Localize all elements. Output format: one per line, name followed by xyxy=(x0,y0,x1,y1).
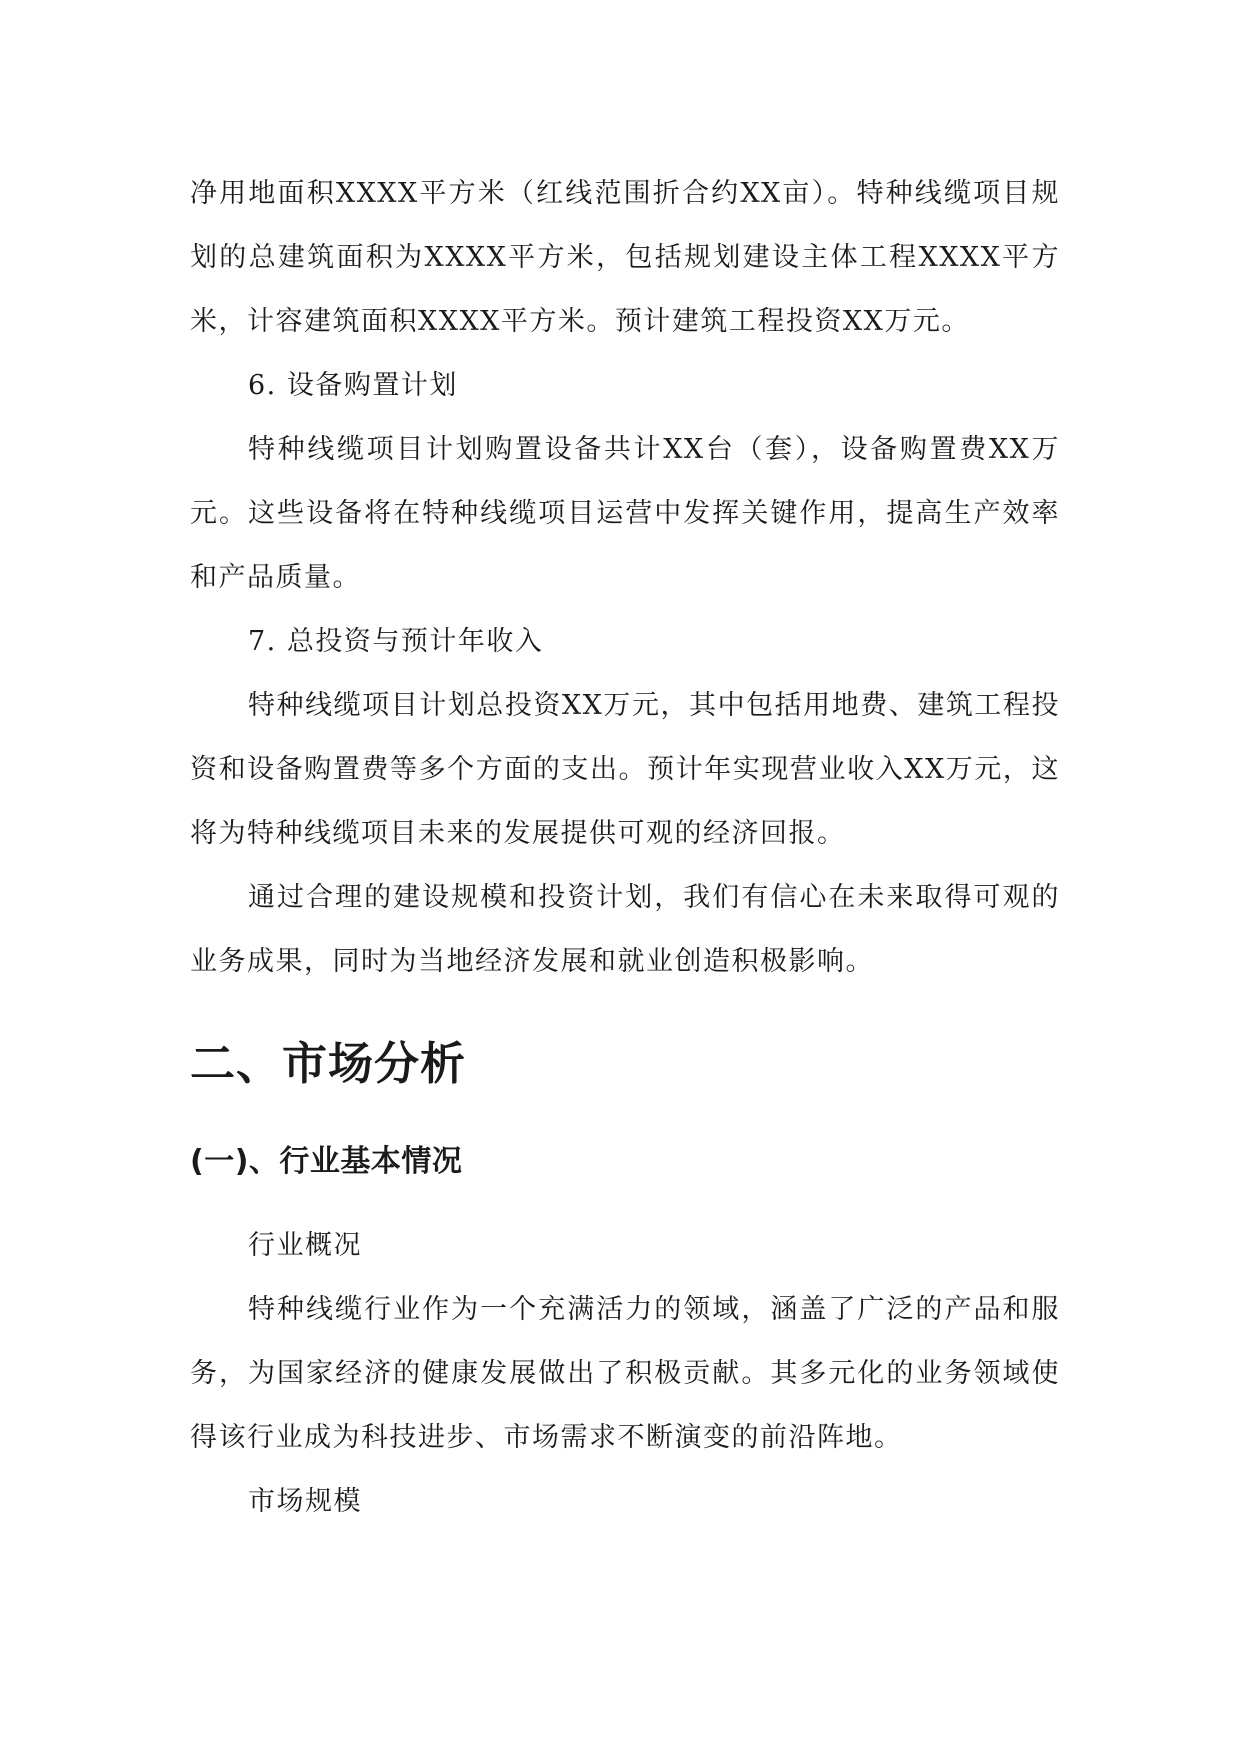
industry-overview-title: 行业概况 xyxy=(248,1230,362,1261)
item-investment-revenue: 7. 总投资与预计年收入 xyxy=(248,626,544,657)
page-content xyxy=(190,162,1060,1534)
market-size-title: 市场规模 xyxy=(248,1486,362,1517)
paragraph-conclusion: 通过合理的建设规模和投资计划，我们有信心在未来取得可观的业务成果，同时为当地经济发展和就业创造积极影响。 xyxy=(190,882,1060,977)
subsection-heading: (一)、行业基本情况 xyxy=(190,1144,463,1179)
paragraph-investment: 特种线缆项目计划总投资XX万元，其中包括用地费、建筑工程投资和设备购置费等多个方面的支出。预计年实现营业收入XX万元，这将为特种线缆项目未来的发展提供可观的经济回报。 xyxy=(190,690,1060,849)
section-heading: 二、市场分析 xyxy=(190,1037,467,1090)
item-equipment-plan: 6. 设备购置计划 xyxy=(248,370,458,401)
paragraph-equipment: 特种线缆项目计划购置设备共计XX台（套），设备购置费XX万元。这些设备将在特种线缆项目运营中发挥关键作用，提高生产效率和产品质量。 xyxy=(190,434,1060,593)
paragraph-land-area: 净用地面积XXXX平方米（红线范围折合约XX亩）。特种线缆项目规划的总建筑面积为XXXX平方米，包括规划建设主体工程XXXX平方米，计容建筑面积XXXX平方米。预计建筑工程投资XX万元。 xyxy=(190,178,1060,337)
industry-overview-text: 特种线缆行业作为一个充满活力的领域，涵盖了广泛的产品和服务，为国家经济的健康发展做出了积极贡献。其多元化的业务领域使得该行业成为科技进步、市场需求不断演变的前沿阵地。 xyxy=(190,1294,1060,1453)
